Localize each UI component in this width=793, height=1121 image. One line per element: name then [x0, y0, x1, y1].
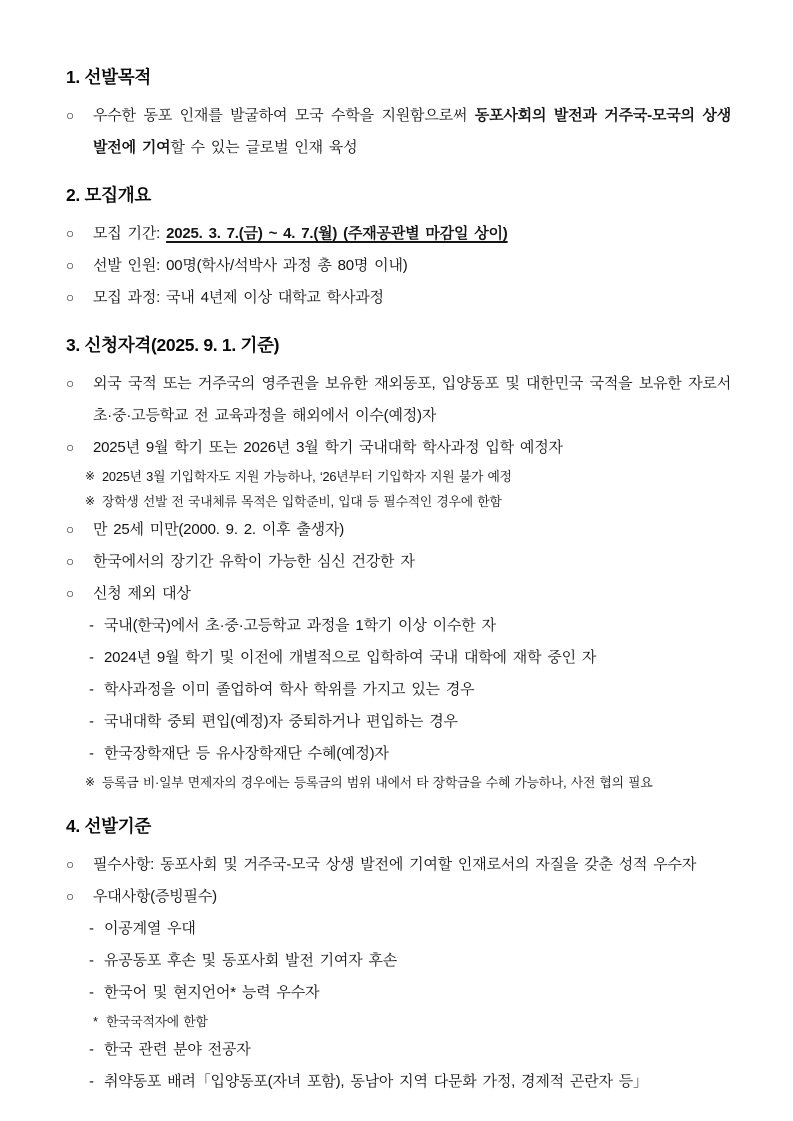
note-marker: ※	[85, 469, 95, 483]
list-item-dash	[66, 610, 731, 642]
text-segment: 국내대학 중퇴 편입(예정)자 중퇴하거나 편입하는 경우	[104, 713, 458, 730]
text-segment: 우대사항(증빙필수)	[93, 888, 217, 905]
circle-marker: ○	[66, 108, 74, 123]
text-segment: 2024년 9월 학기 및 이전에 개별적으로 입학하여 국내 대학에 재학 중인 자	[104, 649, 597, 666]
text-segment: 2025년 9월 학기 또는 2026년 3월 학기 국내대학 학사과정 입학 예정자	[93, 439, 563, 456]
circle-marker: ○	[66, 522, 74, 537]
text-segment: 동포사회의 발전과 거주국-모국의 상생 발전에 기여	[93, 107, 731, 156]
list-item-dash	[66, 738, 731, 770]
dash-marker: -	[89, 681, 94, 698]
list-item-note	[66, 489, 731, 514]
text-segment: 모집 기간:	[93, 225, 167, 242]
list-item-circle	[66, 368, 731, 432]
circle-marker: ○	[66, 376, 74, 391]
list-item-dash	[66, 945, 731, 977]
circle-marker: ○	[66, 857, 74, 872]
dash-marker: -	[89, 1041, 94, 1058]
section-heading: 3. 신청자격(2025. 9. 1. 기준)	[66, 335, 280, 355]
list-item-dash	[66, 706, 731, 738]
text-segment: 학사과정을 이미 졸업하여 학사 학위를 가지고 있는 경우	[104, 681, 475, 698]
list-item-circle	[66, 881, 731, 913]
list-item-circle	[66, 218, 731, 250]
text-segment: 국내(한국)에서 초·중·고등학교 과정을 1학기 이상 이수한 자	[104, 617, 496, 634]
section-heading: 1. 선발목적	[66, 67, 151, 87]
circle-marker: ○	[66, 889, 74, 904]
text-segment: 할 수 있는 글로벌 인재 육성	[170, 139, 358, 156]
dash-marker: -	[89, 920, 94, 937]
list-item-dash	[66, 1034, 731, 1066]
dash-marker: -	[89, 617, 94, 634]
text-segment: 필수사항: 동포사회 및 거주국-모국 상생 발전에 기여할 인재로서의 자질을 갖춘 성적 우수자	[93, 856, 697, 873]
text-segment: 우수한 동포 인재를 발굴하여 모국 수학을 지원함으로써	[93, 107, 475, 124]
list-item-circle	[66, 849, 731, 881]
text-segment: 한국 관련 분야 전공자	[104, 1041, 251, 1058]
text-segment: 2025. 3. 7.(금) ~ 4. 7.(월) (주재공관별 마감일 상이)	[166, 225, 508, 242]
text-segment: 등록금 비·일부 면제자의 경우에는 등록금의 범위 내에서 타 장학금을 수혜 가능하나, 사전 협의 필요	[102, 775, 653, 790]
list-item-dash	[66, 1066, 731, 1098]
dash-marker: -	[89, 952, 94, 969]
dash-marker: -	[89, 649, 94, 666]
text-segment: 이공계열 우대	[104, 920, 196, 937]
text-segment: 2025년 3월 기입학자도 지원 가능하나, ‘26년부터 기입학자 지원 불가 예정	[102, 469, 512, 484]
list-item-star	[66, 1009, 731, 1034]
circle-marker: ○	[66, 226, 74, 241]
circle-marker: ○	[66, 586, 74, 601]
circle-marker: ○	[66, 258, 74, 273]
text-segment: 장학생 선발 전 국내체류 목적은 입학준비, 입대 등 필수적인 경우에 한함	[102, 494, 502, 509]
list-item-circle	[66, 432, 731, 464]
list-item-dash	[66, 642, 731, 674]
dash-marker: -	[89, 713, 94, 730]
section-2	[66, 180, 731, 314]
list-item-note	[66, 770, 731, 795]
dash-marker: -	[89, 745, 94, 762]
text-segment: 만 25세 미만(2000. 9. 2. 이후 출생자)	[93, 521, 345, 538]
section-1	[66, 62, 731, 164]
text-segment: 취약동포 배려「입양동포(자녀 포함), 동남아 지역 다문화 가정, 경제적 곤란자 등」	[104, 1073, 648, 1090]
list-item-dash	[66, 977, 731, 1009]
list-item-dash	[66, 674, 731, 706]
text-segment: 외국 국적 또는 거주국의 영주권을 보유한 재외동포, 입양동포 및 대한민국 국적을 보유한 자로서 초·중·고등학교 전 교육과정을 해외에서 이수(예정)자	[93, 375, 731, 424]
list-item-circle	[66, 100, 731, 164]
list-item-note	[66, 464, 731, 489]
circle-marker: ○	[66, 290, 74, 305]
list-item-circle	[66, 250, 731, 282]
section-3	[66, 330, 731, 795]
text-segment: 한국국적자에 한함	[106, 1014, 208, 1029]
text-segment: 한국어 및 현지언어* 능력 우수자	[104, 984, 320, 1001]
star-marker: *	[93, 1014, 98, 1029]
text-segment: 선발 인원: 00명(학사/석박사 과정 총 80명 이내)	[93, 257, 408, 274]
note-marker: ※	[85, 775, 95, 789]
circle-marker: ○	[66, 440, 74, 455]
section-heading: 4. 선발기준	[66, 816, 151, 836]
note-marker: ※	[85, 494, 95, 508]
list-item-circle	[66, 282, 731, 314]
list-item-circle	[66, 546, 731, 578]
list-item-circle	[66, 578, 731, 610]
list-item-circle	[66, 514, 731, 546]
list-item-dash	[66, 913, 731, 945]
circle-marker: ○	[66, 554, 74, 569]
text-segment: 모집 과정: 국내 4년제 이상 대학교 학사과정	[93, 289, 384, 306]
text-segment: 한국에서의 장기간 유학이 가능한 심신 건강한 자	[93, 553, 415, 570]
text-segment: 유공동포 후손 및 동포사회 발전 기여자 후손	[104, 952, 398, 969]
section-4	[66, 811, 731, 1098]
text-segment: 신청 제외 대상	[93, 585, 191, 602]
dash-marker: -	[89, 1073, 94, 1090]
dash-marker: -	[89, 984, 94, 1001]
section-heading: 2. 모집개요	[66, 185, 151, 205]
text-segment: 한국장학재단 등 유사장학재단 수혜(예정)자	[104, 745, 389, 762]
